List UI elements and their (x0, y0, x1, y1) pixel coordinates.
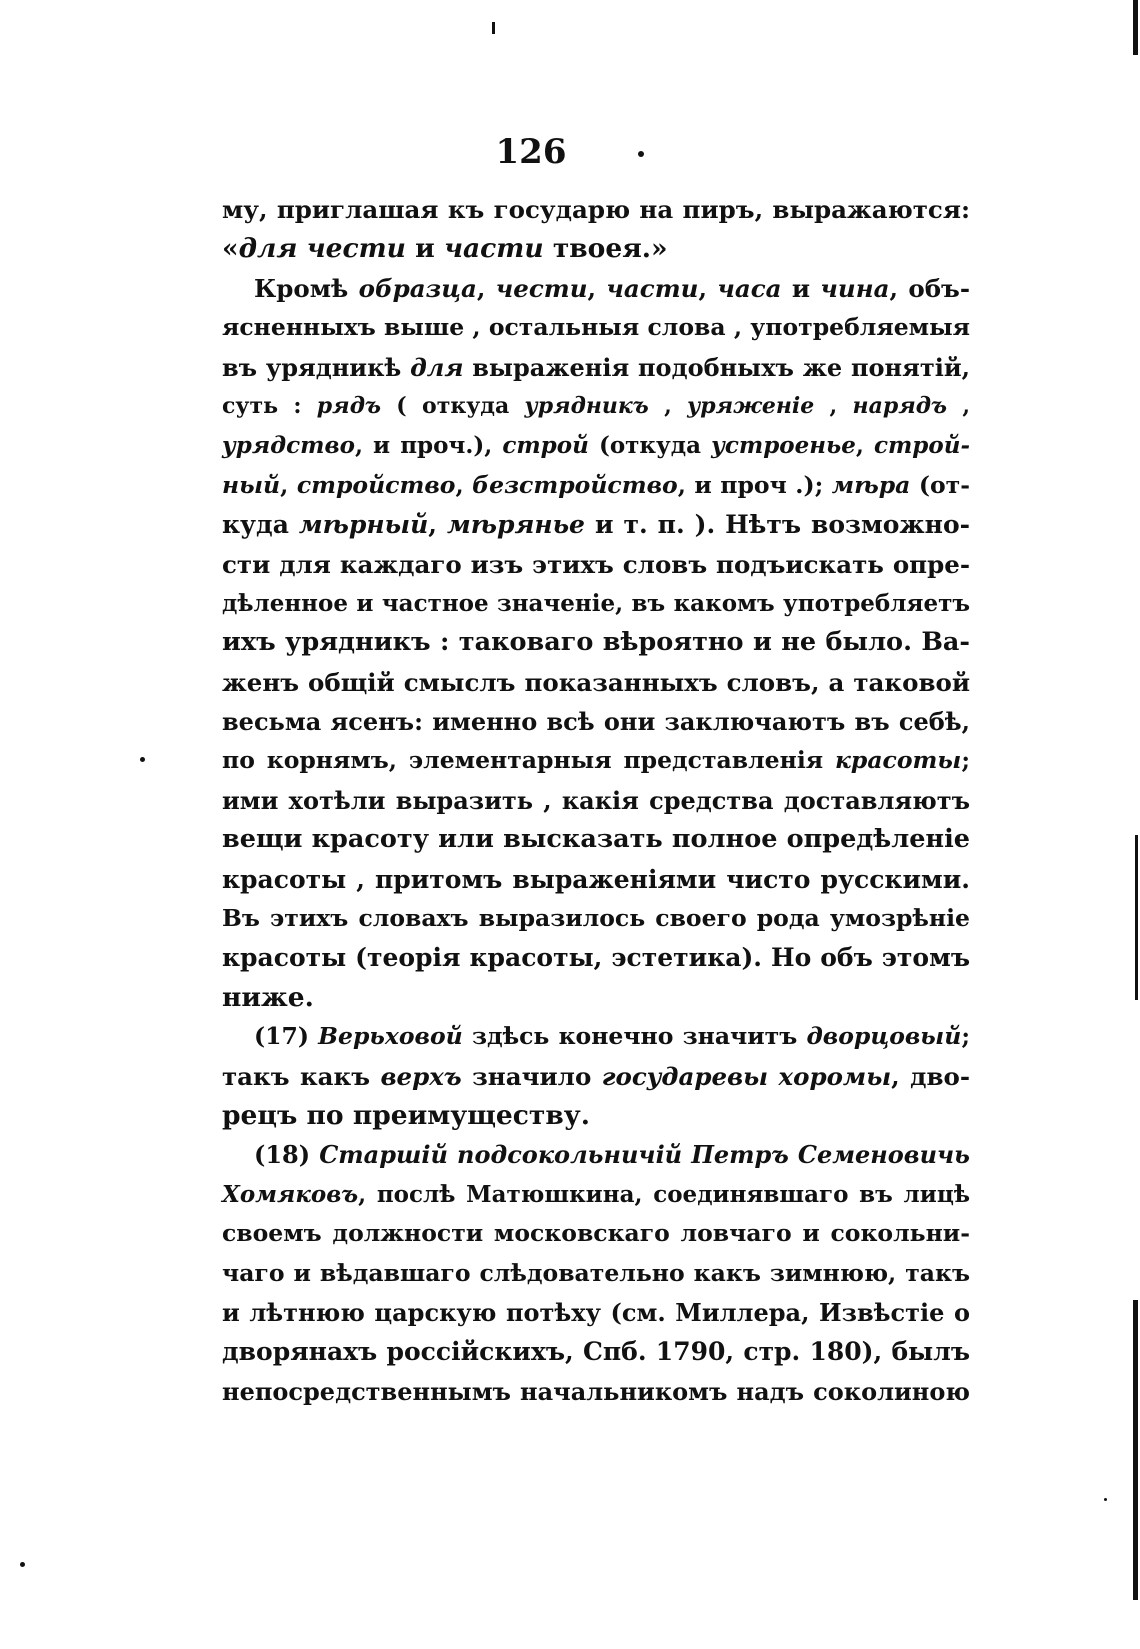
italic-text-segment: безстройство (472, 470, 678, 499)
text-line (222, 190, 970, 229)
italic-text-segment: ный (222, 470, 281, 499)
text-line (222, 1254, 970, 1293)
text-line (222, 1175, 970, 1214)
italic-text-segment: государевы хоромы (601, 1061, 892, 1091)
text-segment: женъ общій смыслъ показанныхъ словъ, а таковой (222, 667, 970, 697)
italic-text-segment: Верьховой (318, 1022, 463, 1051)
italic-text-segment: строй (502, 432, 589, 460)
italic-text-segment: часа (717, 273, 782, 303)
italic-text-segment: части (444, 233, 544, 265)
text-line (222, 1293, 970, 1332)
text-line (222, 545, 970, 584)
italic-text-segment: строй- (873, 432, 970, 460)
text-segment: непосредственнымъ начальникомъ надъ соколиною (222, 1376, 970, 1406)
text-segment: , (455, 470, 473, 499)
text-segment: « (222, 233, 239, 265)
text-segment: (18) (254, 1140, 320, 1170)
margin-dot-left-lower (20, 1562, 25, 1567)
text-segment: такъ какъ (222, 1061, 381, 1091)
italic-text-segment: чести (306, 233, 406, 265)
page-edge-shadow-mid (1135, 835, 1138, 1000)
text-line (222, 899, 970, 938)
text-segment: дѣленное и частное значеніе, въ какомъ употребляетъ (222, 589, 970, 617)
text-segment: ; (961, 1022, 970, 1051)
italic-text-segment: Старшій подсокольничій Петръ Семеновичь (319, 1140, 970, 1170)
text-line (222, 426, 970, 465)
text-segment: сти для каждаго изъ этихъ словъ подъискать опре- (222, 549, 970, 579)
italic-text-segment: мѣрянье (446, 510, 585, 540)
italic-text-segment: урядникъ (524, 392, 649, 419)
text-segment: му, приглашая къ государю на пиръ, выражаются: (222, 195, 970, 224)
page-edge-shadow-bottom (1133, 1300, 1138, 1600)
text-segment: весьма ясенъ: именно всѣ они заключаютъ въ себѣ, (222, 707, 970, 737)
italic-text-segment: устроенье (711, 432, 856, 460)
text-line (222, 1372, 970, 1411)
text-segment: ими хотѣли выразить , какія средства доставляютъ (222, 785, 970, 815)
page-edge-shadow-top (1133, 0, 1138, 55)
text-line (222, 820, 970, 859)
text-line (222, 860, 970, 899)
text-segment: Въ этихъ словахъ выразилось своего рода умозрѣніе (222, 904, 970, 933)
text-segment: твоея.» (543, 233, 668, 265)
text-line (222, 584, 970, 623)
text-segment: (от- (910, 470, 970, 499)
text-line (222, 466, 970, 505)
italic-text-segment: мѣрный (298, 510, 429, 540)
text-segment: , (698, 273, 718, 303)
text-segment: ниже. (222, 981, 314, 1013)
text-line (222, 623, 970, 662)
text-line (222, 663, 970, 702)
text-segment: дворянахъ россійскихъ, Спб. 1790, стр. 180), былъ (222, 1337, 970, 1367)
text-segment: , объ- (889, 273, 970, 303)
italic-text-segment: стройство (296, 470, 456, 499)
text-segment: и т. п. ). Нѣтъ возможно- (584, 510, 970, 540)
italic-text-segment: красоты (834, 746, 962, 775)
italic-text-segment: чести (495, 273, 588, 303)
text-segment: ясненныхъ выше , остальныя слова , употребляемыя (222, 313, 970, 342)
text-segment: , и проч.), (354, 432, 503, 460)
margin-dot-left (140, 757, 145, 762)
margin-dot-right-lower (1104, 1498, 1107, 1501)
text-segment: , (428, 510, 447, 540)
text-line (222, 1017, 970, 1056)
text-segment: Кромѣ (254, 273, 359, 303)
text-line (222, 938, 970, 977)
page-number (0, 132, 1140, 172)
italic-text-segment: Хомяковъ (222, 1180, 359, 1208)
text-segment: своемъ должности московскаго ловчаго и сокольни- (222, 1219, 970, 1248)
text-line (222, 229, 970, 268)
text-line (222, 505, 970, 544)
text-line (222, 308, 970, 347)
italic-text-segment: рядъ (316, 392, 381, 419)
body-text (222, 190, 970, 1411)
text-line (222, 387, 970, 426)
text-line (222, 978, 970, 1017)
text-line (222, 1057, 970, 1096)
text-line (222, 702, 970, 741)
italic-text-segment: урядство (222, 432, 355, 460)
text-segment: здѣсь конечно значитъ (462, 1022, 807, 1051)
italic-text-segment: части (606, 273, 699, 303)
text-segment: красоты , притомъ выраженіями чисто русскими. (222, 864, 970, 894)
italic-text-segment: чина (820, 273, 890, 303)
text-segment: , (814, 392, 853, 419)
italic-text-segment: для (238, 233, 307, 265)
text-segment: (откуда (588, 432, 712, 460)
italic-text-segment: нарядъ (852, 392, 948, 419)
text-segment: вещи красоту или высказать полное опредѣленіе (222, 824, 970, 855)
italic-text-segment: для (410, 352, 464, 382)
text-segment: выраженія подобныхъ же понятій, (463, 352, 970, 382)
text-line (222, 1096, 970, 1135)
text-line (222, 348, 970, 387)
text-line (222, 741, 970, 780)
italic-text-segment: уряженіе (687, 392, 815, 419)
text-segment: , послѣ Матюшкина, соединявшаго въ лицѣ (358, 1180, 970, 1208)
text-line (222, 1214, 970, 1253)
text-segment: значило (461, 1061, 602, 1091)
text-segment: (17) (254, 1022, 319, 1051)
text-segment: чаго и вѣдавшаго слѣдовательно какъ зимнюю, такъ (222, 1258, 970, 1287)
italic-text-segment: образца (358, 273, 477, 303)
text-segment: и (405, 233, 445, 265)
italic-text-segment: верхъ (380, 1061, 462, 1091)
text-segment: , дво- (891, 1061, 970, 1091)
page-number-text: 126 (495, 132, 567, 172)
text-line (222, 269, 970, 308)
text-segment: ихъ урядникъ : таковаго вѣроятно и не было. Ва- (222, 627, 970, 658)
text-segment: суть : (222, 392, 317, 419)
text-segment: рецъ по преимуществу. (222, 1099, 590, 1131)
text-segment: , (855, 432, 874, 460)
text-line (222, 781, 970, 820)
text-segment: , (648, 392, 688, 419)
text-segment: красоты (теорія красоты, эстетика). Но объ этомъ (222, 943, 970, 973)
text-segment: , и проч .); (677, 470, 832, 499)
italic-text-segment: дворцовый (806, 1022, 962, 1051)
italic-text-segment: мѣра (831, 470, 911, 499)
page-number-dot (638, 151, 644, 157)
text-segment: ; (961, 746, 970, 775)
text-line (222, 1332, 970, 1371)
text-segment: ( откуда (380, 392, 525, 419)
text-segment: и лѣтнюю царскую потѣху (см. Миллера, Извѣстіе о (222, 1297, 970, 1327)
text-segment: и (781, 273, 821, 303)
text-segment: , (476, 273, 496, 303)
text-segment: куда (222, 510, 299, 540)
top-ink-mark (492, 22, 495, 34)
text-segment: въ урядникѣ (222, 352, 411, 382)
text-segment: , (587, 273, 607, 303)
text-segment: , (947, 392, 970, 419)
text-segment: по корнямъ, элементарныя представленія (222, 746, 835, 775)
text-line (222, 1135, 970, 1174)
text-segment: , (280, 470, 297, 499)
